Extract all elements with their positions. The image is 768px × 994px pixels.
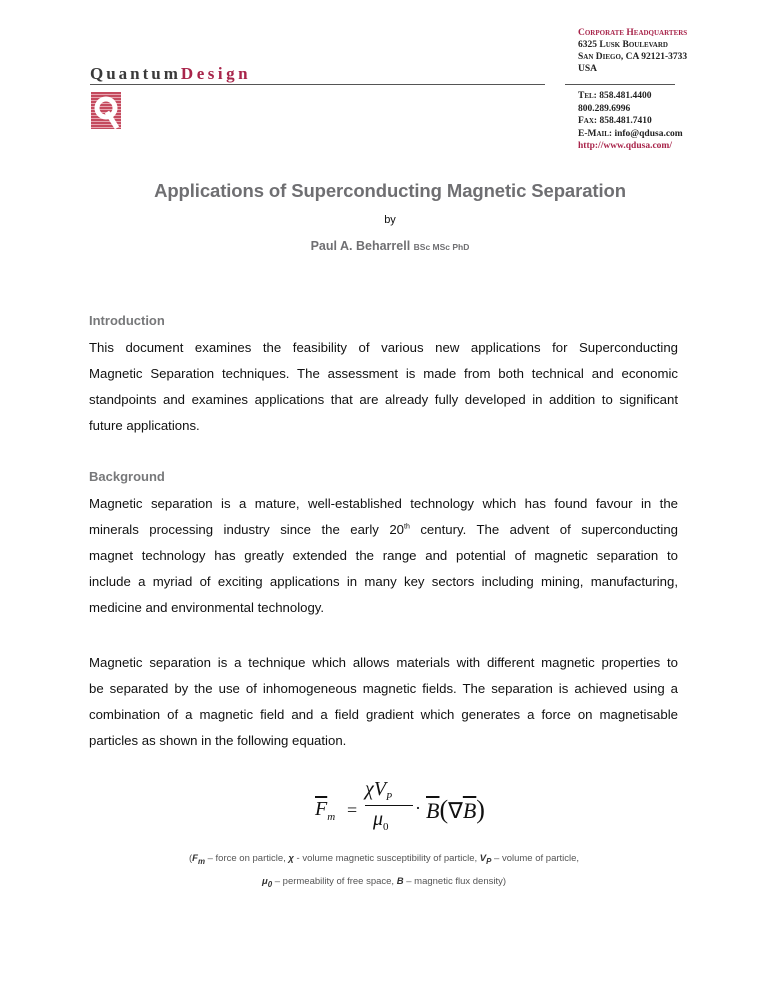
equation-caption-line-1: ($F_m$ – force on particle, χ - volume magnetic susceptibility of particle, $V_P$ – volume of particle, — [188, 853, 580, 866]
brand-wordmark — [90, 64, 251, 84]
paragraph-line: standpoints and examines applications that are already fully developed in addition to significant — [89, 392, 678, 407]
brand-wordmark-quantum: Quantum — [90, 64, 181, 83]
ordinal-superscript: th — [404, 523, 410, 531]
contact-divider — [565, 84, 675, 85]
paragraph-line: Magnetic separation is a technique which allows materials with different magnetic properties to — [89, 655, 678, 670]
paragraph-line: Magnetic Separation techniques. The assessment is made from both technical and economic — [89, 366, 678, 381]
paragraph-line: This document examines the feasibility of various new applications for Superconducting — [89, 340, 678, 355]
author-degrees: BSc MSc PhD — [413, 242, 470, 252]
brand-wordmark-design: Design — [180, 64, 252, 83]
address-block — [578, 27, 687, 75]
paragraph-line: combination of a magnetic field and a field gradient which generates a force on magnetisable — [89, 707, 678, 722]
address-country: USA — [578, 64, 598, 74]
address-heading: Corporate Headquarters — [578, 28, 688, 38]
eq-field-term: $\overline{B}(\nabla\overline{B})$ — [426, 795, 485, 824]
equation-caption-line-2: $\mu_0$ – permeability of free space, B – magnetic flux density) — [261, 876, 507, 889]
letterhead-divider — [90, 84, 545, 85]
eq-numerator: $\chi V_P$ — [365, 778, 393, 803]
byline-by: by — [384, 214, 396, 226]
address-street: 6325 Lusk Boulevard — [578, 40, 668, 50]
alt-telephone: 800.289.6996 — [578, 103, 631, 114]
author-line — [0, 239, 768, 253]
quantum-design-logo-icon — [91, 92, 121, 129]
fax: Fax: 858.481.7410 — [578, 116, 652, 126]
paragraph-line: be separated by the use of inhomogeneous magnetic fields. The separation is achieved using a — [89, 681, 678, 696]
background-paragraph — [89, 491, 678, 621]
author-name: Paul A. Beharrell — [310, 239, 411, 253]
eq-denominator: $\mu_0$ — [373, 808, 389, 833]
paragraph-line: Magnetic separation is a mature, well-established technology which has found favour in the — [89, 496, 678, 511]
magnetic-force-equation — [315, 778, 485, 834]
paragraph-line: particles as shown in the following equation. — [89, 733, 347, 748]
email-link[interactable]: info@qdusa.com — [614, 128, 683, 139]
paragraph-line: magnet technology has greatly extended the range and potential of magnetic separation to — [89, 548, 678, 563]
eq-equals: = — [347, 800, 358, 820]
address-city: San Diego, CA 92121-3733 — [578, 52, 688, 62]
eq-fraction-bar — [365, 805, 413, 806]
document-title: Applications of Superconducting Magnetic Separation — [154, 180, 626, 201]
contact-block — [578, 90, 683, 153]
introduction-paragraph — [89, 335, 678, 439]
email: E-Mail: info@qdusa.com — [578, 128, 683, 139]
section-heading-background: Background — [89, 469, 165, 484]
eq-dot: · — [415, 798, 421, 818]
paragraph-line: include a myriad of exciting applications in many key sectors including mining, manufacturing, — [89, 574, 678, 589]
section-heading-introduction: Introduction — [89, 313, 165, 328]
paragraph-line: future applications. — [89, 418, 200, 433]
paragraph-line: medicine and environmental technology. — [89, 600, 325, 615]
telephone: Tel: 858.481.4400 — [578, 91, 652, 101]
paragraph-line: minerals processing industry since the early 20th century. The advent of superconducting — [89, 522, 678, 537]
technique-paragraph — [89, 650, 678, 754]
eq-force-symbol: $\overline{F}_m$ — [315, 798, 336, 823]
website-link[interactable]: http://www.qdusa.com/ — [578, 141, 672, 151]
